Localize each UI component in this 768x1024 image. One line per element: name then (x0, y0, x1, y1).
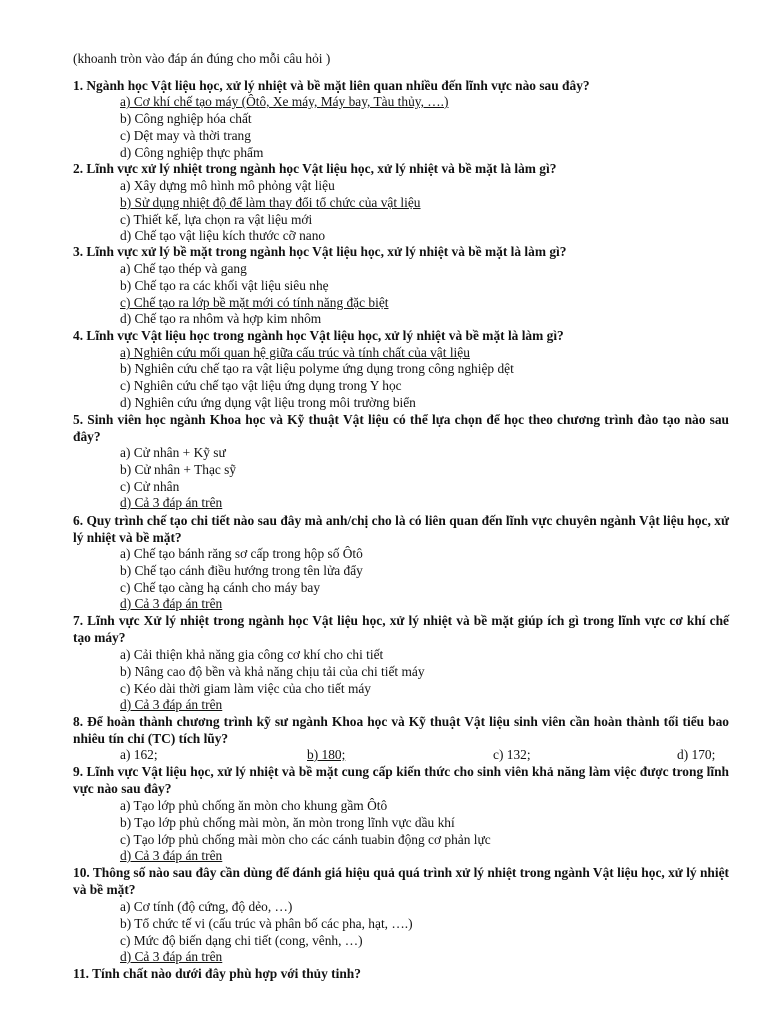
question-1: 1. Ngành học Vật liệu học, xử lý nhiệt và bề mặt liên quan nhiều đến lĩnh vực nào sau đây? (73, 78, 590, 93)
option-8b[interactable]: b) 180; (307, 747, 346, 762)
option-2b[interactable]: b) Sử dụng nhiệt độ để làm thay đổi tổ chức của vật liệu (120, 195, 421, 210)
instruction-text: (khoanh tròn vào đáp án đúng cho mỗi câu hỏi ) (73, 51, 331, 66)
option-2a[interactable]: a) Xây dựng mô hình mô phỏng vật liệu (120, 178, 335, 193)
option-1b[interactable]: b) Công nghiệp hóa chất (120, 111, 252, 126)
option-3b[interactable]: b) Chế tạo ra các khối vật liệu siêu nhẹ (120, 278, 329, 293)
question-6: 6. Quy trình chế tạo chi tiết nào sau đây mà anh/chị cho là có liên quan đến lĩnh vực chuyên ngành Vật liệu học, xử lý nhiệt và bề mặt? (73, 513, 729, 545)
option-10c[interactable]: c) Mức độ biến dạng chi tiết (cong, vênh, …) (120, 933, 363, 948)
option-4b[interactable]: b) Nghiên cứu chế tạo ra vật liệu polyme ứng dụng trong công nghiệp dệt (120, 361, 514, 376)
option-5d[interactable]: d) Cả 3 đáp án trên (120, 495, 223, 510)
option-7c[interactable]: c) Kéo dài thời giam làm việc của cho tiết máy (120, 681, 371, 696)
question-11: 11. Tính chất nào dưới đây phù hợp với thủy tinh? (73, 966, 361, 981)
option-2d[interactable]: d) Chế tạo vật liệu kích thước cỡ nano (120, 228, 326, 243)
option-5b[interactable]: b) Cử nhân + Thạc sỹ (120, 462, 237, 477)
question-8: 8. Để hoàn thành chương trình kỹ sư ngành Khoa học và Kỹ thuật Vật liệu sinh viên cần hoàn thành tối tiểu bao nhiêu tín chỉ (TC) tích lũy? (73, 714, 729, 746)
option-9b[interactable]: b) Tạo lớp phủ chống mài mòn, ăn mòn trong lĩnh vực dầu khí (120, 815, 455, 830)
option-8d[interactable]: d) 170; (677, 747, 716, 762)
option-3a[interactable]: a) Chế tạo thép và gang (120, 261, 247, 276)
option-9a[interactable]: a) Tạo lớp phủ chống ăn mòn cho khung gầm Ôtô (120, 798, 388, 813)
option-1c[interactable]: c) Dệt may và thời trang (120, 128, 251, 143)
option-7b[interactable]: b) Nâng cao độ bền và khả năng chịu tải của chi tiết máy (120, 664, 425, 679)
option-1a[interactable]: a) Cơ khí chế tạo máy (Ôtô, Xe máy, Máy bay, Tàu thủy, ….) (120, 94, 449, 109)
option-1d[interactable]: d) Công nghiệp thực phẩm (120, 145, 264, 160)
option-7d[interactable]: d) Cả 3 đáp án trên (120, 697, 223, 712)
question-4: 4. Lĩnh vực Vật liệu học trong ngành học Vật liệu học, xử lý nhiệt và bề mặt là làm gì? (73, 328, 564, 343)
option-3c[interactable]: c) Chế tạo ra lớp bề mặt mới có tính năng đặc biệt (120, 295, 389, 310)
option-4c[interactable]: c) Nghiên cứu chế tạo vật liệu ứng dụng trong Y học (120, 378, 402, 393)
question-9: 9. Lĩnh vực Vật liệu học, xử lý nhiệt và bề mặt cung cấp kiến thức cho sinh viên khả năng làm việc được trong lĩnh vực nào sau đây? (73, 764, 729, 796)
option-3d[interactable]: d) Chế tạo ra nhôm và hợp kim nhôm (120, 311, 322, 326)
option-9d[interactable]: d) Cả 3 đáp án trên (120, 848, 223, 863)
option-10d[interactable]: d) Cả 3 đáp án trên (120, 949, 223, 964)
question-5: 5. Sinh viên học ngành Khoa học và Kỹ thuật Vật liệu có thể lựa chọn để học theo chương trình đào tạo nào sau đây? (73, 412, 729, 444)
option-2c[interactable]: c) Thiết kế, lựa chọn ra vật liệu mới (120, 212, 313, 227)
question-3: 3. Lĩnh vực xử lý bề mặt trong ngành học Vật liệu học, xử lý nhiệt và bề mặt là làm gì? (73, 244, 567, 259)
option-6c[interactable]: c) Chế tạo càng hạ cánh cho máy bay (120, 580, 321, 595)
question-2: 2. Lĩnh vực xử lý nhiệt trong ngành học Vật liệu học, xử lý nhiệt và bề mặt là làm gì? (73, 161, 557, 176)
option-6d[interactable]: d) Cả 3 đáp án trên (120, 596, 223, 611)
option-6b[interactable]: b) Chế tạo cánh điều hướng trong tên lửa đẩy (120, 563, 363, 578)
option-10b[interactable]: b) Tổ chức tế vi (cấu trúc và phân bố các pha, hạt, ….) (120, 916, 413, 931)
option-8c[interactable]: c) 132; (493, 747, 531, 762)
question-7: 7. Lĩnh vực Xử lý nhiệt trong ngành học Vật liệu học, xử lý nhiệt và bề mặt giúp ích gì trong lĩnh vực cơ khí chế tạo máy? (73, 613, 729, 645)
option-4a[interactable]: a) Nghiên cứu mối quan hệ giữa cấu trúc và tính chất của vật liệu (120, 345, 470, 360)
option-4d[interactable]: d) Nghiên cứu ứng dụng vật liệu trong môi trường biển (120, 395, 416, 410)
option-5a[interactable]: a) Cử nhân + Kỹ sư (120, 445, 226, 460)
option-9c[interactable]: c) Tạo lớp phủ chống mài mòn cho các cánh tuabin động cơ phản lực (120, 832, 491, 847)
option-10a[interactable]: a) Cơ tính (độ cứng, độ dẻo, …) (120, 899, 293, 914)
option-5c[interactable]: c) Cử nhân (120, 479, 180, 494)
option-8a[interactable]: a) 162; (120, 747, 158, 762)
option-7a[interactable]: a) Cải thiện khả năng gia công cơ khí cho chi tiết (120, 647, 384, 662)
option-6a[interactable]: a) Chế tạo bánh răng sơ cấp trong hộp số Ôtô (120, 546, 363, 561)
question-10: 10. Thông số nào sau đây cần dùng để đánh giá hiệu quả quá trình xử lý nhiệt trong ngành Vật liệu học, xử lý nhiệt và bề mặt? (73, 865, 729, 897)
